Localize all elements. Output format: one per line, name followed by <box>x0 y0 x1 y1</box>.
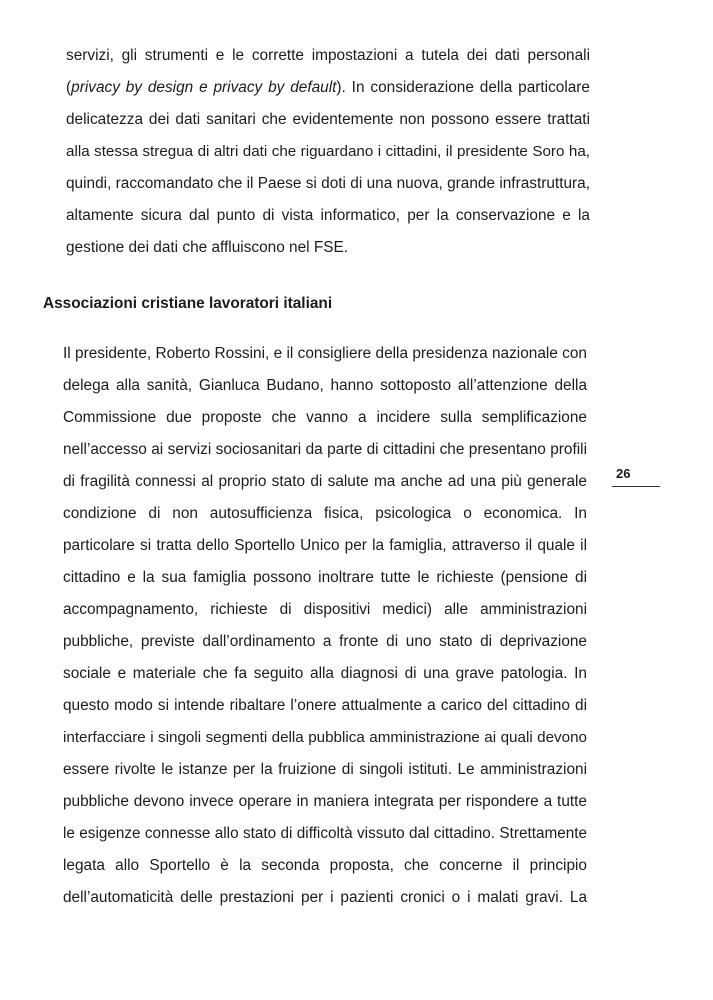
open-parenthesis: ( <box>66 79 72 96</box>
paragraph-line: delicatezza dei dati sanitari che evidentemente non possono essere trattati <box>66 111 590 128</box>
paragraph-line: pubbliche, previste dall’ordinamento a fronte di uno stato di deprivazione <box>63 633 587 650</box>
paragraph-line: questo modo si intende ribaltare l’onere attualmente a carico del cittadino di <box>63 697 587 714</box>
paragraph-line: Commissione due proposte che vanno a incidere sulla semplificazione <box>63 409 587 426</box>
paragraph-line: delega alla sanità, Gianluca Budano, hanno sottoposto all’attenzione della <box>63 377 587 394</box>
paragraph-line <box>66 72 590 104</box>
paragraph-line: condizione di non autosufficienza fisica, psicologica o economica. In <box>63 505 587 522</box>
paragraph-line: dell’automaticità delle prestazioni per i pazienti cronici o i malati gravi. La <box>63 889 587 906</box>
section-heading: Associazioni cristiane lavoratori italiani <box>43 295 333 312</box>
paragraph-line: alla stessa stregua di altri dati che riguardano i cittadini, il presidente Soro ha, <box>66 143 590 160</box>
paragraph-line: accompagnamento, richieste di dispositivi medici) alle amministrazioni <box>63 601 587 618</box>
paragraph-acli <box>63 338 587 914</box>
paragraph-line: essere rivolte le istanze per la fruizione di singoli istituti. Le amministrazioni <box>63 761 587 778</box>
page-number-rule <box>612 486 660 487</box>
paragraph-privacy <box>66 40 590 264</box>
paragraph-line: servizi, gli strumenti e le corrette impostazioni a tutela dei dati personali <box>66 47 590 64</box>
line-continuation: ). In considerazione della particolare <box>336 79 590 96</box>
paragraph-line: sociale e materiale che fa seguito alla diagnosi di una grave patologia. In <box>63 665 587 682</box>
paragraph-line: interfacciare i singoli segmenti della pubblica amministrazione ai quali devono <box>63 729 587 746</box>
italic-privacy-terms: privacy by design e privacy by default <box>71 79 337 96</box>
paragraph-line: cittadino e la sua famiglia possono inoltrare tutte le richieste (pensione di <box>63 569 587 586</box>
page-number: 26 <box>616 466 631 481</box>
paragraph-line: altamente sicura dal punto di vista informatico, per la conservazione e la <box>66 207 590 224</box>
paragraph-line: particolare si tratta dello Sportello Unico per la famiglia, attraverso il quale il <box>63 537 587 554</box>
paragraph-line: le esigenze connesse allo stato di difficoltà vissuto dal cittadino. Strettamente <box>63 825 587 842</box>
paragraph-line: pubbliche devono invece operare in maniera integrata per rispondere a tutte <box>63 793 587 810</box>
paragraph-line: Il presidente, Roberto Rossini, e il consigliere della presidenza nazionale con <box>63 345 587 362</box>
paragraph-line: quindi, raccomandato che il Paese si doti di una nuova, grande infrastruttura, <box>66 175 590 192</box>
paragraph-line: gestione dei dati che affluiscono nel FSE. <box>66 239 349 256</box>
paragraph-line: nell’accesso ai servizi sociosanitari da parte di cittadini che presentano profili <box>63 441 587 458</box>
paragraph-line: legata allo Sportello è la seconda proposta, che concerne il principio <box>63 857 587 874</box>
paragraph-line: di fragilità connessi al proprio stato di salute ma anche ad una più generale <box>63 473 587 490</box>
